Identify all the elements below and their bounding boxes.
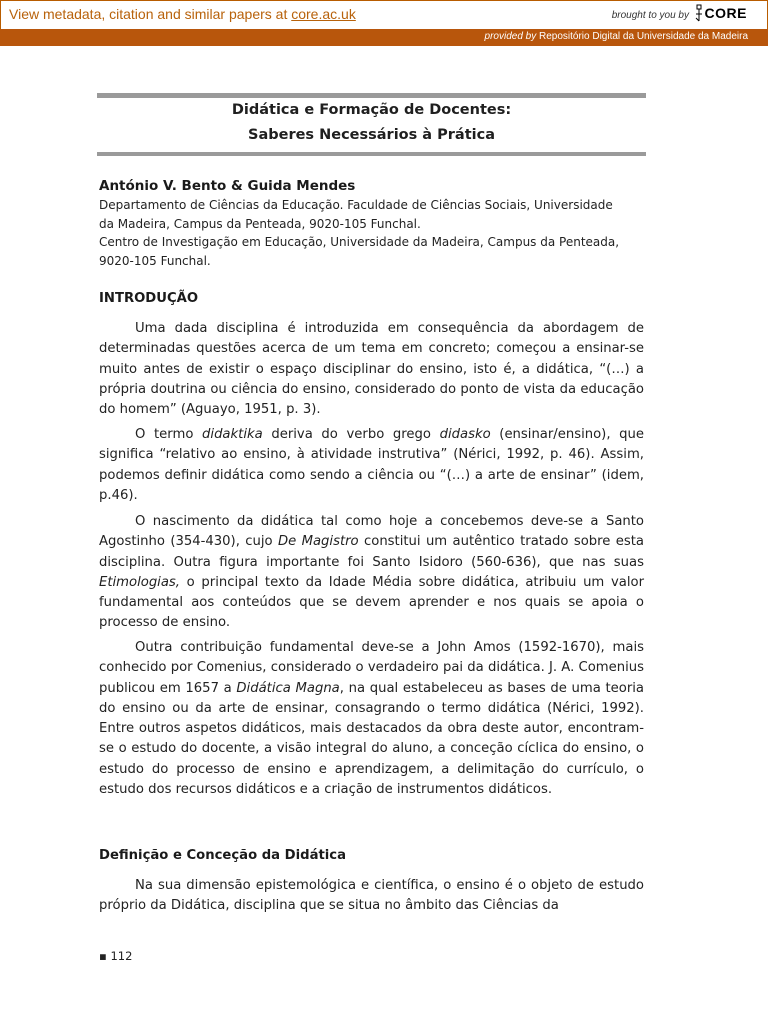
title-rule-bottom	[97, 152, 646, 156]
brought-to-you-label: brought to you by	[611, 10, 689, 21]
core-logo[interactable]: CORE	[704, 5, 747, 21]
core-banner-top	[0, 0, 768, 29]
affiliation-1-line1: Departamento de Ciências da Educação. Faculdade de Ciências Sociais, Universidade	[99, 198, 613, 212]
core-metadata-link[interactable]: View metadata, citation and similar papers at core.ac.uk	[9, 6, 356, 22]
section-heading-introducao: INTRODUÇÃO	[99, 291, 199, 306]
core-logo-icon	[694, 4, 704, 22]
provided-by-text: provided by Repositório Digital da Universidade da Madeira	[484, 31, 748, 42]
intro-paragraph-4: Outra contribuição fundamental deve-se a John Amos (1592-1670), mais conhecido por Comenius, considerado o verdadeiro pai da didática. J. A. Comenius publicou em 1657 a Didática Magna, na qual estabeleceu as bases de uma teoria do ensino ou da arte de ensinar, consagrando o termo didática (Nérici, 1992). Entre outros aspetos didáticos, mais destacados da obra deste autor, encontram-se o estudo do docente, a visão integral do aluno, a conceção cíclica do ensino, o estudo do processo de ensino e aprendizagem, a delimitação do currículo, o estudo dos recursos didáticos e a criação de instrumentos didáticos.	[99, 640, 644, 798]
article-title-line1: Didática e Formação de Docentes:	[231, 102, 512, 118]
affiliation-1-line2: da Madeira, Campus da Penteada, 9020-105 Funchal.	[99, 216, 421, 231]
affiliation-2	[99, 233, 644, 270]
affiliation-2-line1: Centro de Investigação em Educação, Universidade da Madeira, Campus da Penteada,	[99, 235, 620, 249]
core-banner	[0, 0, 768, 46]
authors: António V. Bento & Guida Mendes	[99, 178, 356, 194]
section-heading-definicao: Definição e Conceção da Didática	[99, 848, 347, 863]
core-provided-bar	[0, 29, 768, 46]
title-rule-top	[97, 93, 646, 98]
provider-link[interactable]: Repositório Digital da Universidade da Madeira	[539, 31, 748, 42]
intro-paragraph-3: O nascimento da didática tal como hoje a concebemos deve-se a Santo Agostinho (354-430), cujo De Magistro constitui um autêntico tratado sobre esta disciplina. Outra figura importante foi Santo Isidoro (560-636), que nas suas Etimologias, o principal texto da Idade Média sobre didática, atribuiu um valor fundamental aos conteúdos que se devem aprender e nos quais se apoia o processo de ensino.	[99, 514, 644, 631]
affiliation-2-line2: 9020-105 Funchal.	[99, 253, 211, 268]
page-number: ▪ 112	[99, 949, 133, 963]
affiliation-1	[99, 196, 644, 233]
intro-paragraph-1: Uma dada disciplina é introduzida em consequência da abordagem de determinadas questões acerca de um tema em concreto; começou a ensinar-se muito antes de existir o espaço disciplinar do ensino, isto é, a didática, “(…) a própria doutrina ou ciência do ensino, considerado do ponto de vista da educação do homem” (Aguayo, 1951, p. 3).	[99, 321, 644, 418]
section2-paragraph-1: Na sua dimensão epistemológica e científica, o ensino é o objeto de estudo próprio da Didática, disciplina que se situa no âmbito das Ciências da	[99, 878, 644, 914]
core-domain-link[interactable]: core.ac.uk	[291, 6, 356, 22]
intro-paragraph-2: O termo didaktika deriva do verbo grego didasko (ensinar/ensino), que significa “relativo ao ensino, à atividade instrutiva” (Nérici, 1992, p. 46). Assim, podemos definir didática como sendo a ciência ou “(…) a arte de ensinar” (idem, p.46).	[99, 427, 644, 503]
article-title-line2: Saberes Necessários à Prática	[248, 127, 495, 143]
